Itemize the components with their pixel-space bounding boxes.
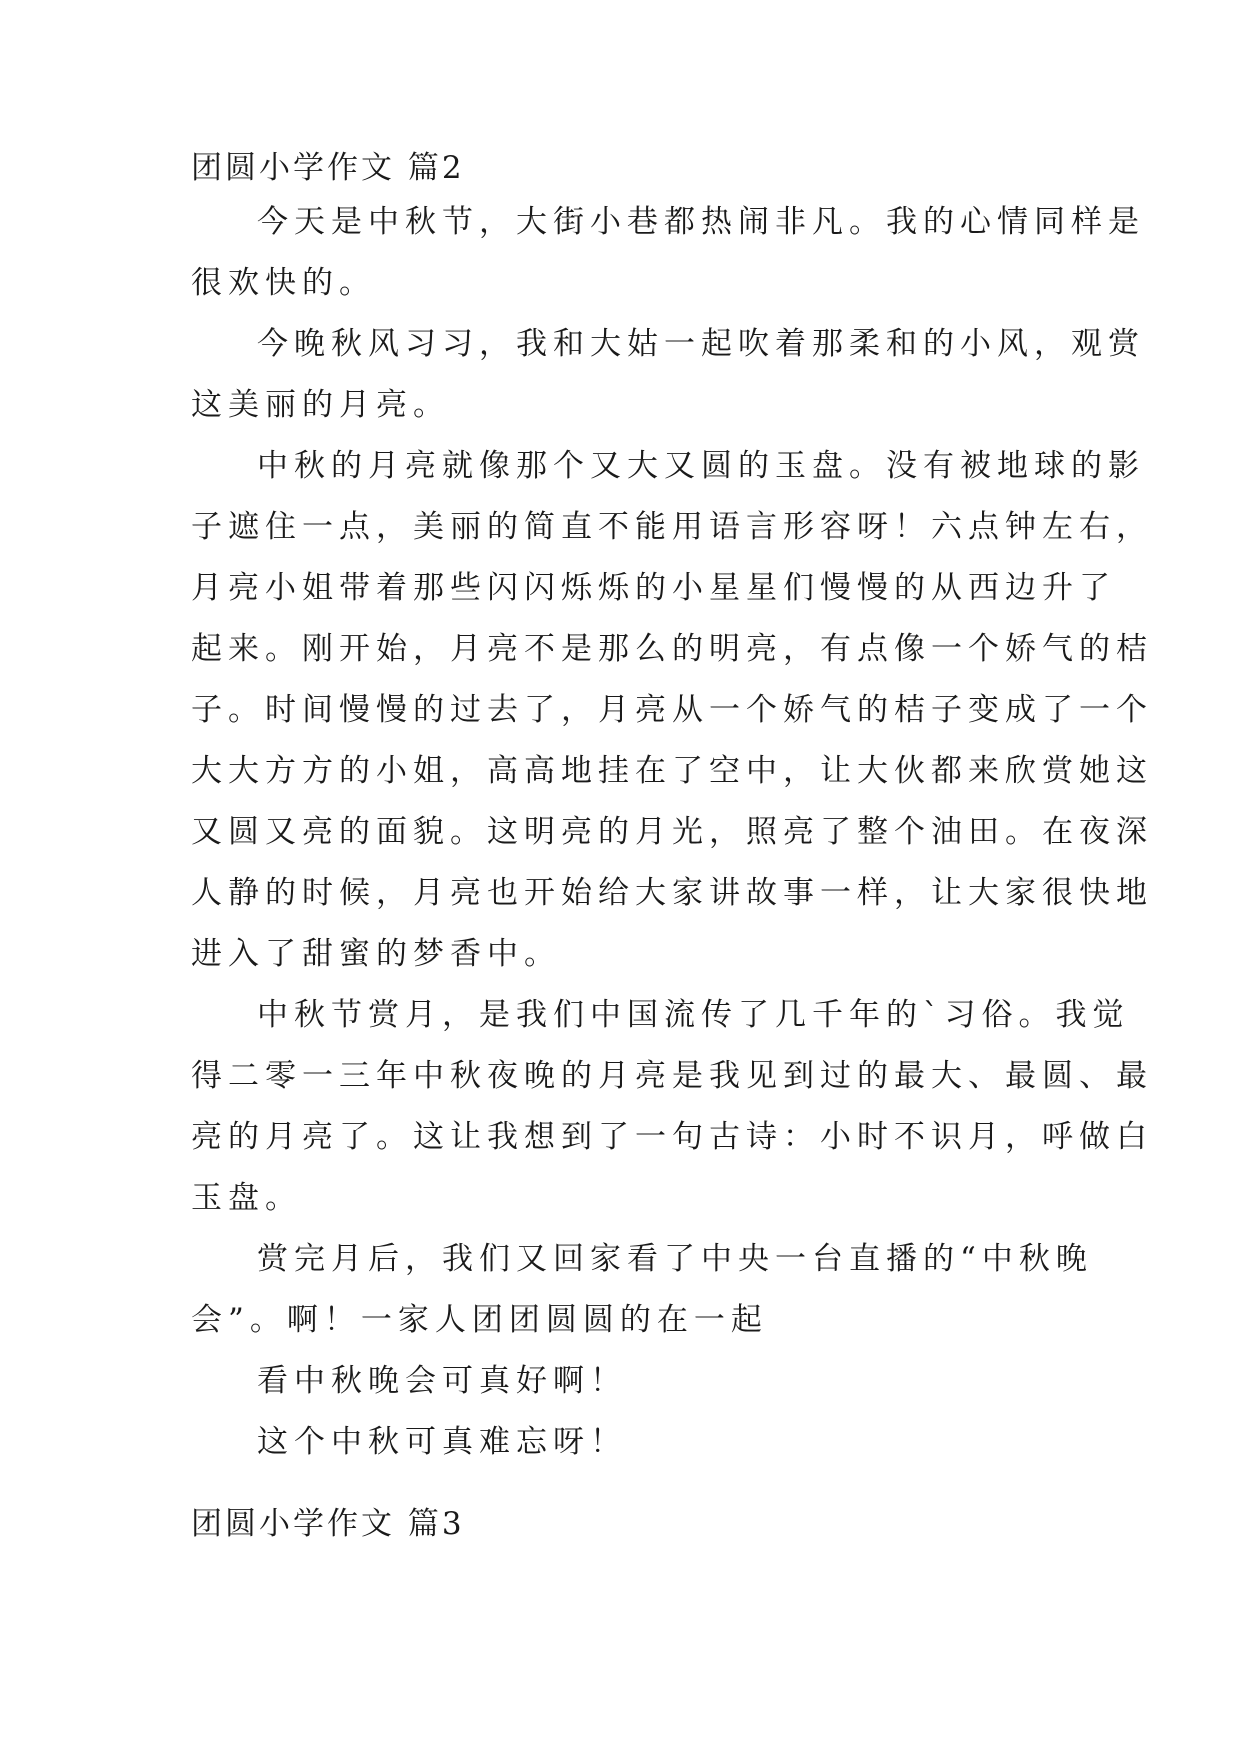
paragraph-1 [191,192,1145,314]
paragraph-line: 这个中秋可真难忘呀！ [257,1424,627,1460]
paragraph-line: 得二零一三年中秋夜晚的月亮是我见到过的最大、最圆、最 [191,1058,1153,1094]
paragraph-line: 月亮小姐带着那些闪闪烁烁的小星星们慢慢的从西边升了 [191,570,1116,606]
paragraph-line: 这美丽的月亮。 [191,387,450,423]
paragraph-line: 很欢快的。 [191,265,376,301]
paragraph-6 [191,1351,1051,1412]
paragraph-line: 又圆又亮的面貌。这明亮的月光，照亮了整个油田。在夜深 [191,814,1153,850]
paragraph-line: 进入了甜蜜的梦香中。 [191,936,561,972]
section-heading-3: 团圆小学作文 篇3 [191,1506,465,1542]
paragraph-line: 赏完月后，我们又回家看了中央一台直播的“中秋晚 [257,1241,1093,1277]
paragraph-line: 子。时间慢慢的过去了，月亮从一个娇气的桔子变成了一个 [191,692,1153,728]
paragraph-line: 亮的月亮了。这让我想到了一句古诗：小时不识月，呼做白 [191,1119,1153,1155]
paragraph-3 [191,436,1153,985]
paragraph-7 [191,1412,1051,1473]
paragraph-line: 人静的时候，月亮也开始给大家讲故事一样，让大家很快地 [191,875,1153,911]
paragraph-line: 今天是中秋节，大街小巷都热闹非凡。我的心情同样是 [257,204,1145,240]
paragraph-4 [191,985,1153,1229]
paragraph-line: 今晚秋风习习，我和大姑一起吹着那柔和的小风，观赏 [257,326,1145,362]
paragraph-line: 看中秋晚会可真好啊！ [257,1363,627,1399]
paragraph-line: 玉盘。 [191,1180,302,1216]
paragraph-line: 子遮住一点，美丽的简直不能用语言形容呀！六点钟左右， [191,509,1153,545]
paragraph-5 [191,1229,1093,1351]
paragraph-2 [191,314,1145,436]
essay-body [191,192,1153,1473]
paragraph-line: 起来。刚开始，月亮不是那么的明亮，有点像一个娇气的桔 [191,631,1153,667]
paragraph-line: 会”。啊！一家人团团圆圆的在一起 [191,1302,768,1338]
paragraph-line: 大大方方的小姐，高高地挂在了空中，让大伙都来欣赏她这 [191,753,1153,789]
paragraph-line: 中秋的月亮就像那个又大又圆的玉盘。没有被地球的影 [257,448,1145,484]
paragraph-line: 中秋节赏月，是我们中国流传了几千年的`习俗。我觉 [257,997,1130,1033]
section-heading-2: 团圆小学作文 篇2 [191,150,465,186]
